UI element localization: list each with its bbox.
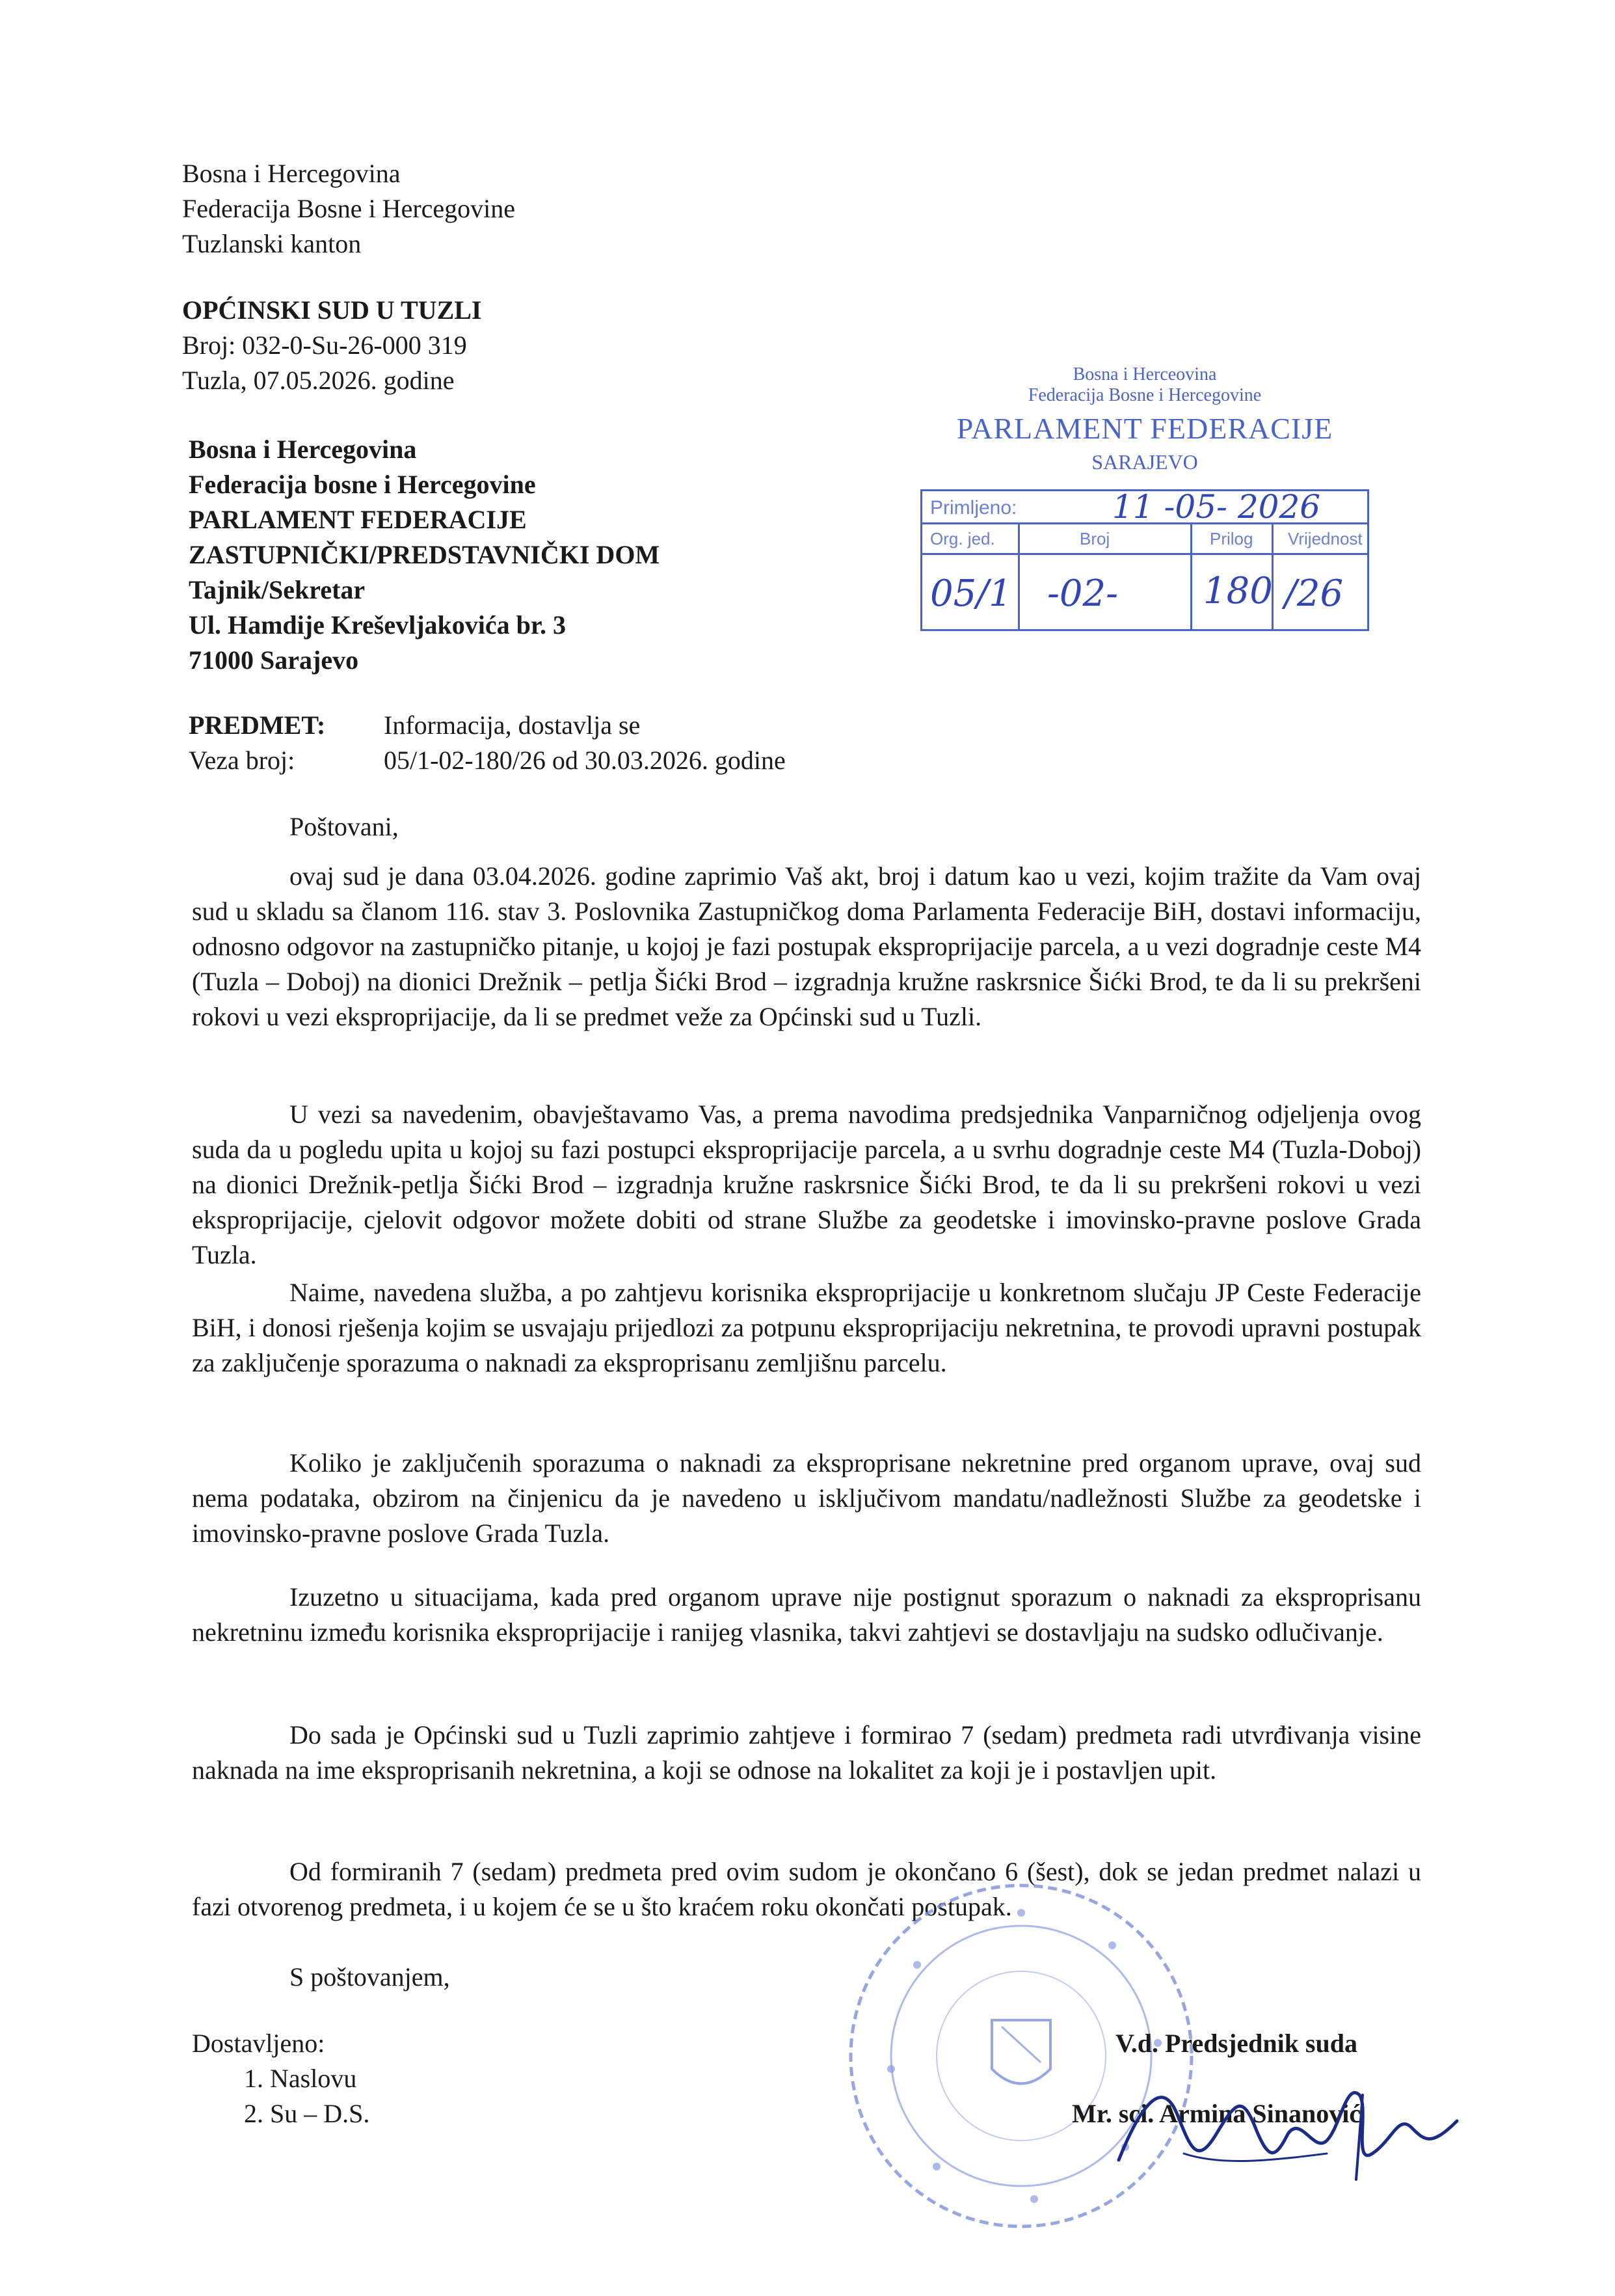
sender-ref: Broj: 032-0-Su-26-000 319 [182, 331, 467, 360]
recipient-line: Federacija bosne i Hercegovine [189, 470, 536, 499]
stamp-received-label: Primljeno: [930, 497, 1017, 519]
subject-ref-label: Veza broj: [189, 746, 295, 775]
recipient-line: ZASTUPNIČKI/PREDSTAVNIČKI DOM [189, 540, 660, 569]
stamp-val-prilog: 180 [1203, 570, 1273, 612]
stamp-title: PARLAMENT FEDERACIJE [956, 412, 1333, 445]
body-paragraph: Do sada je Općinski sud u Tuzli zaprimio zahtjeve i formirao 7 (sedam) predmeta radi utvrđivanja visine naknada na ime eksproprisanih nekretnina, a koji se odnose na lokalitet za koji je i postavljen upit. [192, 1720, 1421, 1785]
body-paragraph: U vezi sa navedenim, obavještavamo Vas, a prema navodima predsjednika Vanparničnog odjeljenja ovog suda da u pogledu upita u kojoj su fazi postupci eksproprijacije parcela, a u svrhu dogradnje ceste M4 (Tuzla-Doboj) na dionici Drežnik-petlja Šićki Brod – izgradnja kružne raskrsnice Šićki Brod, te da li su prekršeni rokovi u vezi eksproprijacije, cjelovit odgovor možete dobiti od strane Službe za geodetske i imovinsko-pravne poslove Grada Tuzla. [192, 1100, 1421, 1269]
body-paragraph: Izuzetno u situacijama, kada pred organom uprave nije postignut sporazum o naknadi za eksproprisanu nekretninu između korisnika eksproprijacije i ranijeg vlasnika, takvi zahtjevi se dostavljaju na sudsko odlučivanje. [192, 1582, 1421, 1647]
recipient-line: 71000 Sarajevo [189, 645, 359, 675]
body-paragraph: Naime, navedena služba, a po zahtjevu korisnika eksproprijacije u konkretnom slučaju JP Ceste Federacije BiH, i donosi rješenja kojim se usvajaju prijedlozi za potpunu eksproprijaciju nekretnina, te provodi upravni postupak za zaključenje sporazuma o naknadi za eksproprisanu zemljišnu parcelu. [192, 1278, 1421, 1377]
stamp-col-org: Org. jed. [930, 529, 995, 548]
stamp-val-vrijednost: /26 [1285, 573, 1344, 615]
stamp-col-broj: Broj [1080, 529, 1110, 548]
delivered-item: 1. Naslovu [244, 2064, 357, 2093]
recipient-line: Tajnik/Sekretar [189, 575, 366, 604]
recipient-line: Bosna i Hercegovina [189, 435, 417, 464]
stamp-col-vrijednost: Vrijednost [1288, 529, 1363, 548]
stamp-line2: Federacija Bosne i Hercegovine [1028, 385, 1262, 405]
body-paragraph: Od formiranih 7 (sedam) predmeta pred ovim sudom je okončano 6 (šest), dok se jedan predmet nalazi u fazi otvorenog predmeta, i u kojem će se u što kraćem roku okončati postupak. [192, 1857, 1421, 1921]
stamp-col-prilog: Prilog [1210, 529, 1253, 548]
signature-title: V.d. Predsjednik suda [1115, 2029, 1357, 2058]
body-paragraph: ovaj sud je dana 03.04.2026. godine zaprimio Vaš akt, broj i datum kao u vezi, kojim tražite da Vam ovaj sud u skladu sa članom 116. stav 3. Poslovnika Zastupničkog doma Parlamenta Federacije BiH, dostavi informaciju, odnosno odgovor na zastupničko pitanje, u kojoj je fazi postupak eksproprijacije parcela, a u vezi dogradnje ceste M4 (Tuzla – Doboj) na dionici Drežnik – petlja Šićki Brod – izgradnja kružne raskrsnice Šićki Brod, te da li su prekršeni rokovi u vezi eksproprijacije, da li se predmet veže za Općinski sud u Tuzli. [192, 861, 1421, 1031]
signature-name: Mr. sci. Armina Sinanović [1072, 2099, 1361, 2128]
closing: S poštovanjem, [289, 1962, 450, 1992]
recipient-line: PARLAMENT FEDERACIJE [189, 505, 527, 534]
sender-country: Bosna i Hercegovina [182, 159, 401, 188]
received-stamp [917, 364, 1372, 638]
stamp-val-org: 05/1 [930, 573, 1012, 615]
sender-place-date: Tuzla, 07.05.2026. godine [182, 366, 455, 395]
stamp-line1: Bosna i Herceovina [1073, 364, 1217, 385]
subject-ref-value: 05/1-02-180/26 od 30.03.2026. godine [384, 746, 786, 775]
subject-label: PREDMET: [189, 710, 326, 740]
stamp-val-broj: -02- [1047, 573, 1119, 615]
body-paragraph: Koliko je zaključenih sporazuma o naknadi za eksproprisane nekretnine pred organom uprave, ovaj sud nema podataka, obzirom na činjenicu da je navedeno u isključivom mandatu/nadležnosti Službe za geodetske i imovinsko-pravne poslove Grada Tuzla. [192, 1448, 1421, 1548]
handwritten-signature-icon [1106, 2056, 1470, 2186]
sender-canton: Tuzlanski kanton [182, 229, 362, 258]
sender-court: OPĆINSKI SUD U TUZLI [182, 295, 482, 325]
recipient-line: Ul. Hamdije Kreševljakovića br. 3 [189, 610, 566, 640]
delivered-item: 2. Su – D.S. [244, 2099, 370, 2128]
salutation: Poštovani, [289, 812, 399, 841]
stamp-city: SARAJEVO [1091, 450, 1198, 474]
sender-entity: Federacija Bosne i Hercegovine [182, 194, 516, 223]
delivered-label: Dostavljeno: [192, 2029, 325, 2058]
subject-value: Informacija, dostavlja se [384, 710, 641, 740]
stamp-received-date: 11 -05- 2026 [1112, 488, 1321, 526]
recipient-block [189, 432, 660, 678]
